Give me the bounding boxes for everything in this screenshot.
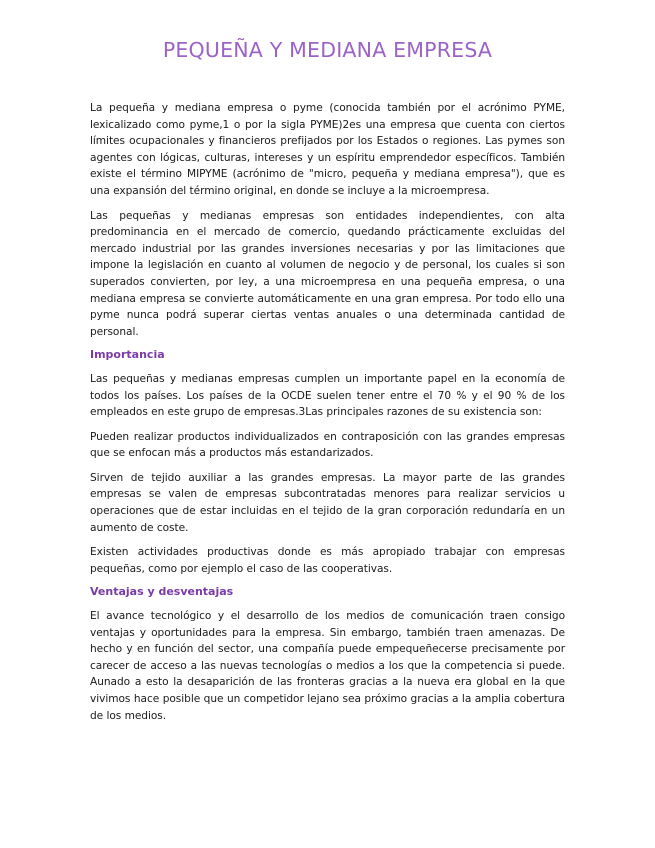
importancia-paragraph-2: Pueden realizar productos individualizados en contraposición con las grandes empresas que se enfocan más a productos más estandarizados.	[90, 430, 565, 460]
section-heading-ventajas: Ventajas y desventajas	[90, 585, 234, 599]
importancia-paragraph-1: Las pequeñas y medianas empresas cumplen un importante papel en la economía de todos los países. Los países de la OCDE suelen tener entre el 70 % y el 90 % de los empleados en este grupo de empresas.3Las principales razones de su existencia son:	[90, 372, 565, 419]
intro-paragraph-1: La pequeña y mediana empresa o pyme (conocida también por el acrónimo PYME, lexicalizado como pyme,1 o por la sigla PYME)2es una empresa que cuenta con ciertos límites ocupacionales y financieros prefijados por los Estados o regiones. Las pymes son agentes con lógicas, culturas, intereses y un espíritu emprendedor específicos. También existe el término MIPYME (acrónimo de "micro, pequeña y mediana empresa"), que es una expansión del término original, en donde se incluye a la microempresa.	[90, 102, 565, 197]
page-title: PEQUEÑA Y MEDIANA EMPRESA	[162, 38, 493, 62]
importancia-paragraph-4: Existen actividades productivas donde es más apropiado trabajar con empresas pequeñas, como por ejemplo el caso de las cooperativas.	[90, 546, 565, 575]
intro-paragraph-2: Las pequeñas y medianas empresas son entidades independientes, con alta predominancia en el mercado de comercio, quedando prácticamente excluidas del mercado industrial por las grandes inversiones necesarias y por las limitaciones que impone la legislación en cuanto al volumen de negocio y de personal, los cuales si son superados convierten, por ley, a una microempresa en una pequeña empresa, o una mediana empresa se convierte automáticamente en una gran empresa. Por todo ello una pyme nunca podrá superar ciertas ventas anuales o una determinada cantidad de personal.	[90, 209, 565, 338]
section-heading-importancia: Importancia	[90, 348, 165, 362]
ventajas-paragraph-1: El avance tecnológico y el desarrollo de los medios de comunicación traen consigo ventajas y oportunidades para la empresa. Sin embargo, también traen amenazas. De hecho y en función del sector, una compañía puede empequeñecerse precisamente por carecer de acceso a las nuevas tecnologías o medios a los que la competencia si puede. Aunado a esto la desaparición de las fronteras gracias a la nueva era global en la que vivimos hace posible que un competidor lejano sea próximo gracias a la amplia cobertura de los medios.	[90, 610, 565, 722]
document-body	[90, 100, 565, 724]
importancia-paragraph-3: Sirven de tejido auxiliar a las grandes empresas. La mayor parte de las grandes empresas se valen de empresas subcontratadas menores para realizar servicios u operaciones que de estar incluidas en el tejido de la gran corporación redundaría en un aumento de coste.	[90, 471, 565, 534]
